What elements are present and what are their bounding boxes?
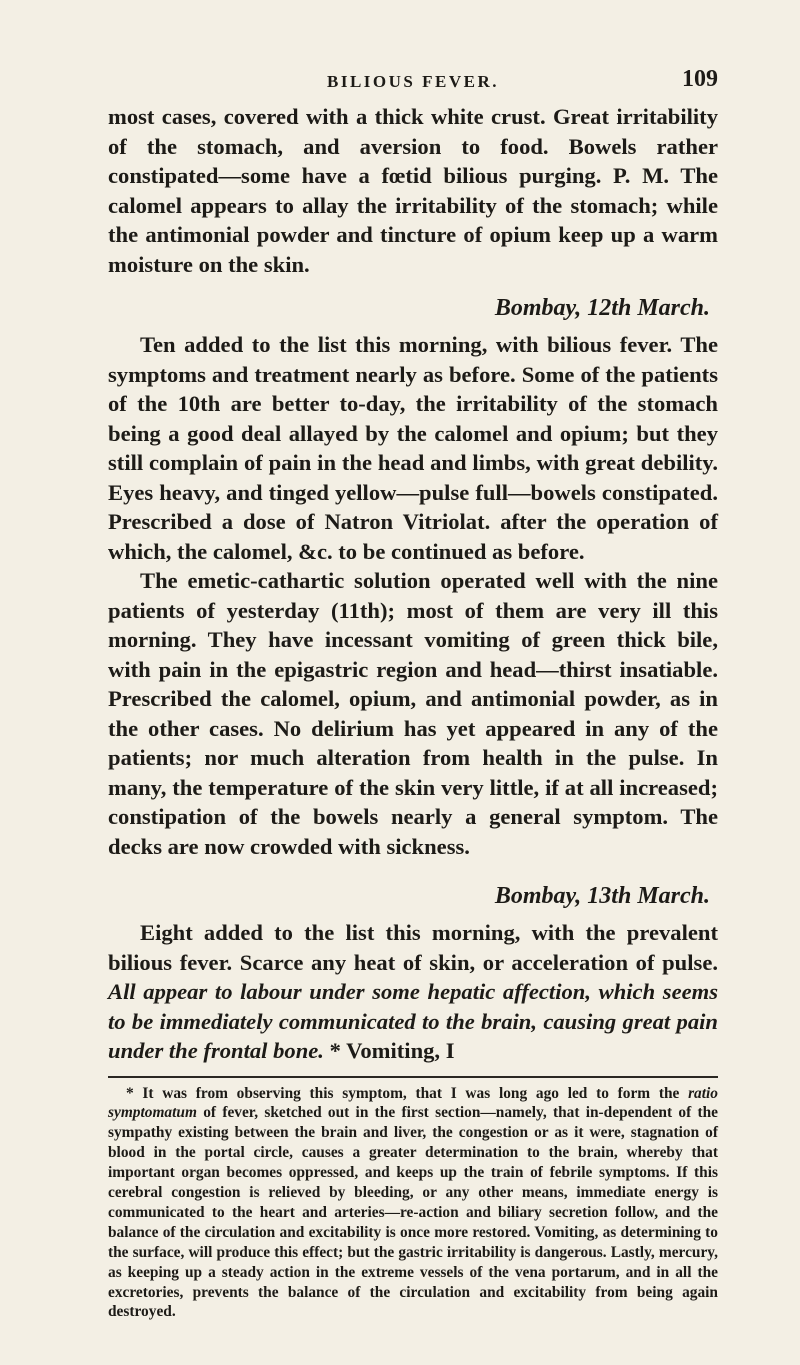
- paragraph-eight-added: [108, 918, 718, 1066]
- dateline-12th-march: Bombay, 12th March.: [494, 295, 710, 321]
- paragraph-ten-added: Ten added to the list this morning, with bilious fever. The symptoms and treatment nearly as before. Some of the patients of the 10th are better to-day, the irritability of the stomach being a good deal allayed by the calomel and opium; but they still complain of pain in the head and limbs, with great debility. Eyes heavy, and tinged yellow—pulse full—bowels constipated. Prescribed a dose of Natron Vitriolat. after the operation of which, the calomel, &c. to be continued as before.: [108, 332, 718, 564]
- running-title: BILIOUS FEVER.: [327, 72, 499, 91]
- paragraph-continuation: most cases, covered with a thick white crust. Great irritability of the stomach, and aversion to food. Bowels rather constipated—some have a fœtid bilious purging. P. M. The calomel appears to allay the irritability of the stomach; while the antimonial powder and tincture of opium keep up a warm moisture on the skin.: [108, 104, 718, 277]
- paragraph-eight-added-roman: Eight added to the list this morning, with the prevalent bilious fever. Scarce any heat of skin, or acceleration of pulse.: [108, 920, 718, 975]
- footnote-marker-and-continuation: * Vomiting, I: [329, 1038, 455, 1063]
- main-text: [108, 102, 718, 1066]
- running-head: [108, 62, 718, 102]
- footnote: [108, 1084, 718, 1323]
- footnote-italic-term: ratio symptomatum: [108, 1084, 718, 1122]
- footnote-text-start: * It was from observing this symptom, that I was long ago led to form the: [126, 1084, 689, 1102]
- paragraph-emetic-cathartic: The emetic-cathartic solution operated well with the nine patients of yesterday (11th); most of them are very ill this morning. They have incessant vomiting of green thick bile, with pain in the epigastric region and head—thirst insatiable. Prescribed the calomel, opium, and antimonial powder, as in the other cases. No delirium has yet appeared in any of the patients; nor much alteration from health in the pulse. In many, the temperature of the skin very little, if at all increased; constipation of the bowels nearly a general symptom. The decks are now crowded with sickness.: [108, 568, 718, 859]
- paragraph-eight-added-italic: All appear to labour under some hepatic affection, which seems to be immediately communicated to the brain, causing great pain under the frontal bone.: [108, 979, 718, 1063]
- dateline-13th-march: Bombay, 13th March.: [494, 883, 710, 909]
- footnote-text: [108, 1084, 718, 1323]
- page-number: 109: [682, 66, 718, 92]
- footnote-text-rest: of fever, sketched out in the first section—namely, that in-dependent of the sympathy existing between the brain and liver, the congestion or as it were, stagnation of blood in the portal circle, causes a greater determination to the brain, whereby that important organ becomes oppressed, and keeps up the train of febrile symptoms. If this cerebral congestion is relieved by bleeding, or any other means, immediate energy is communicated to the heart and arteries—re-action and biliary secretion follow, and the balance of the circulation and excitability is once more restored. Vomiting, as determining to the surface, will produce this effect; but the gastric irritability is dangerous. Lastly, mercury, as keeping up a steady action in the extreme vessels of the vena portarum, and in all the excretories, prevents the balance of the circulation and excitability from being again destroyed.: [108, 1104, 718, 1321]
- footnote-rule: [108, 1076, 718, 1078]
